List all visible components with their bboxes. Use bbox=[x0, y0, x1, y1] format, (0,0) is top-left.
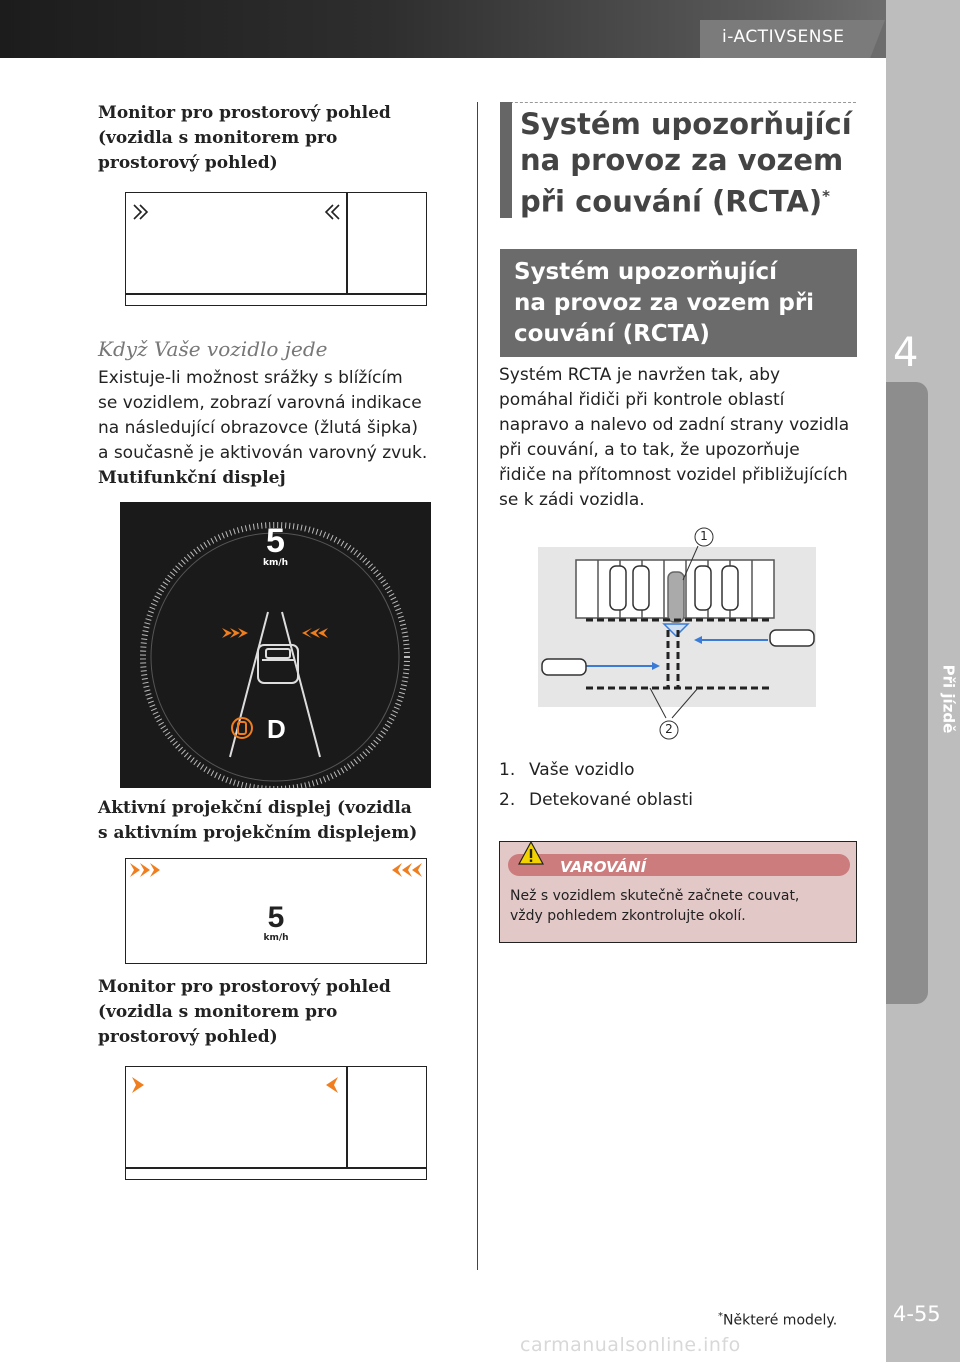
warning-box bbox=[499, 841, 857, 943]
hud-right-arrow-icon bbox=[392, 863, 422, 877]
gear-indicator: D bbox=[267, 714, 286, 744]
hud-figure bbox=[125, 858, 427, 964]
legend-item-1: 1. Vaše vozidlo bbox=[499, 760, 635, 780]
left-orange-arrow-icon bbox=[222, 628, 248, 638]
approaching-car-left-icon bbox=[542, 659, 586, 675]
hud-speed-unit: km/h bbox=[263, 933, 289, 943]
watermark: carmanualsonline.info bbox=[520, 1334, 741, 1356]
parked-car-icon bbox=[610, 566, 626, 610]
parked-car-icon bbox=[633, 566, 649, 610]
chapter-number: 4 bbox=[893, 330, 919, 376]
callout-2: 2 bbox=[665, 722, 673, 736]
warning-triangle-icon bbox=[518, 840, 544, 866]
monitor-figure-1 bbox=[125, 192, 427, 306]
title-rule bbox=[500, 102, 856, 103]
parked-car-icon bbox=[695, 566, 711, 610]
hud-heading: Aktivní projekční displej (vozidla s aktivním projekčním displejem) bbox=[98, 798, 418, 843]
page-number: 4-55 bbox=[893, 1302, 941, 1326]
approaching-car-right-icon bbox=[770, 630, 814, 646]
own-vehicle-icon bbox=[668, 572, 684, 622]
driving-paragraph: Existuje-li možnost srážky s blížícím se vozidlem, zobrazí varovná indikace na následující obrazovce (žlutá šipka) a současně je aktivován varovný zvuk. bbox=[98, 368, 428, 463]
warning-title: VAROVÁNÍ bbox=[560, 858, 647, 876]
column-divider bbox=[477, 102, 478, 1270]
warning-arrows-icon bbox=[126, 193, 426, 293]
multifunction-display bbox=[120, 502, 431, 788]
callout-1: 1 bbox=[700, 529, 708, 543]
warning-text: Než s vozidlem skutečně začnete couvat, vždy pohledem zkontrolujte okolí. bbox=[510, 888, 800, 924]
rcta-paragraph: Systém RCTA je navržen tak, aby pomáhal řidiči při kontrole oblastí napravo a nalevo od zadní strany vozidla při couvání, a to tak, že upozorňuje řidiče na přítomnost vozidel přibližujících se k zádi vozidla. bbox=[499, 365, 850, 510]
footnote: *Některé modely. bbox=[718, 1311, 838, 1329]
subtitle: Systém upozorňující na provoz za vozem při couvání (RCTA) bbox=[514, 259, 815, 347]
page-title: Systém upozorňující na provoz za vozem při couvání (RCTA)* bbox=[520, 107, 852, 219]
driving-subheading: Když Vaše vozidlo jede bbox=[98, 337, 328, 361]
multifunction-heading: Mutifunkční displej bbox=[98, 468, 286, 488]
hud-speed-value: 5 bbox=[267, 901, 285, 934]
vehicle-status-icon bbox=[232, 718, 252, 738]
chapter-tab[interactable] bbox=[886, 382, 928, 1004]
monitor-heading-2: Monitor pro prostorový pohled (vozidla s monitorem pro prostorový pohled) bbox=[98, 977, 391, 1047]
monitor-right-arrow-icon bbox=[326, 1077, 338, 1093]
monitor-figure-2 bbox=[125, 1066, 427, 1180]
title-marker bbox=[500, 102, 512, 218]
monitor-heading-1: Monitor pro prostorový pohled (vozidla s monitorem pro prostorový pohled) bbox=[98, 103, 391, 173]
hud-left-arrow-icon bbox=[130, 863, 160, 877]
legend-item-2: 2. Detekované oblasti bbox=[499, 790, 694, 810]
parked-car-icon bbox=[722, 566, 738, 610]
speed-value: 5 bbox=[266, 522, 285, 560]
chapter-label: Při jízdě bbox=[939, 664, 958, 734]
rcta-diagram bbox=[538, 520, 816, 745]
speed-unit: km/h bbox=[262, 558, 289, 568]
monitor-left-arrow-icon bbox=[132, 1077, 144, 1093]
section-title: i-ACTIVSENSE bbox=[722, 27, 845, 47]
right-orange-arrow-icon bbox=[302, 628, 328, 638]
